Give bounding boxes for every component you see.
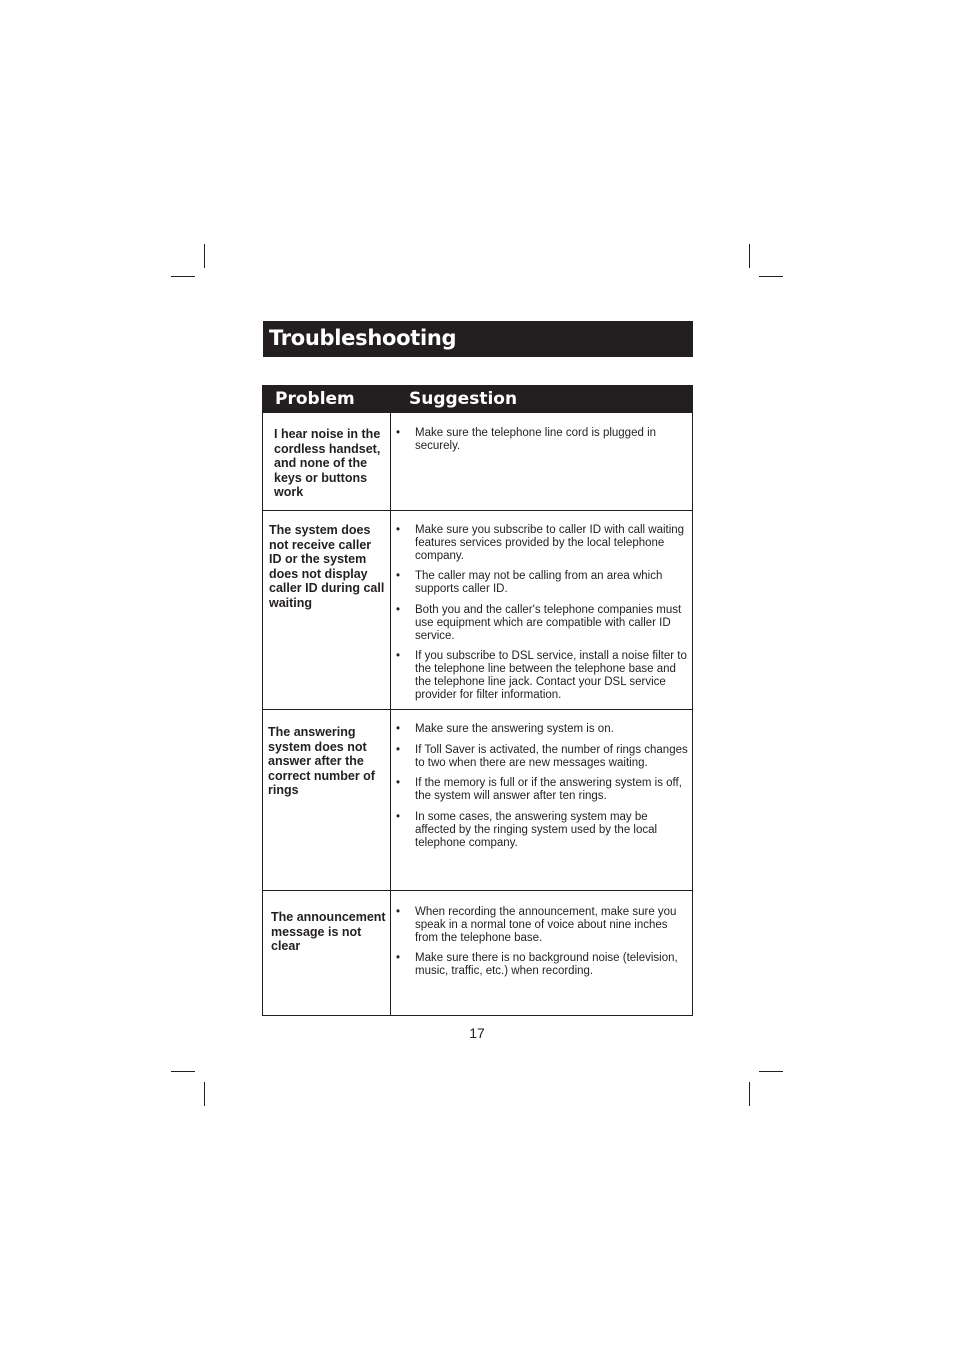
list-item: • Make sure the telephone line cord is plugged in securely. (396, 427, 657, 452)
crop-mark-top-left-vertical (204, 244, 205, 268)
crop-mark-top-right-horizontal (759, 276, 783, 277)
page-number: 17 (469, 1025, 485, 1041)
list-item: • The caller may not be calling from an area which supports caller ID. (396, 570, 663, 596)
row-divider (263, 890, 692, 891)
problem-cell: The answering system does not answer after the correct number of rings (268, 725, 375, 798)
page-title: Troubleshooting (269, 326, 457, 350)
bullet-icon: • (396, 650, 401, 663)
problem-cell: The announcement message is not clear (271, 910, 386, 954)
list-item: • In some cases, the answering system may be affected by the ringing system used by the local telephone company. (396, 810, 658, 849)
bullet-icon: • (396, 743, 401, 756)
list-item: • When recording the announcement, make sure you speak in a normal tone of voice about nine inches from the telephone base. (396, 906, 677, 944)
bullet-icon: • (396, 906, 401, 918)
list-item: • Make sure you subscribe to caller ID with call waiting features services provided by the local telephone company. (396, 524, 685, 562)
problem-cell: I hear noise in the cordless handset, and none of the keys or buttons work (274, 427, 381, 500)
bullet-icon: • (396, 427, 401, 439)
row-divider (263, 510, 692, 511)
bullet-icon: • (396, 810, 401, 823)
list-item: • If Toll Saver is activated, the number of rings changes to two when there are new messages waiting. (396, 743, 688, 769)
crop-mark-bottom-left-vertical (204, 1082, 205, 1106)
header-problem: Problem (275, 389, 355, 409)
suggestion-cell (396, 906, 690, 986)
crop-mark-top-right-vertical (749, 244, 750, 268)
bullet-icon: • (396, 570, 401, 583)
bullet-icon: • (396, 777, 401, 790)
bullet-icon: • (396, 603, 401, 616)
problem-cell: The system does not receive caller ID or the system does not display caller ID during call waiting (269, 523, 385, 610)
bullet-icon: • (396, 524, 401, 536)
table-header (263, 386, 692, 413)
suggestion-cell (396, 723, 690, 857)
crop-mark-bottom-right-horizontal (759, 1071, 783, 1072)
crop-mark-top-left-horizontal (171, 276, 195, 277)
list-item: • If you subscribe to DSL service, install a noise filter to the telephone line between the telephone base and the telephone line jack. Contact your DSL service provider for filter information. (396, 650, 687, 701)
list-item: • If the memory is full or if the answering system is off, the system will answer after ten rings. (396, 777, 682, 803)
crop-mark-bottom-right-vertical (749, 1082, 750, 1106)
bullet-icon: • (396, 952, 401, 965)
section-title-bar (263, 321, 693, 357)
list-item: • Make sure there is no background noise (television, music, traffic, etc.) when recording. (396, 952, 678, 978)
list-item: • Both you and the caller's telephone companies must use equipment which are compatible with caller ID service. (396, 603, 682, 642)
list-item: • Make sure the answering system is on. (396, 723, 614, 735)
column-divider (390, 413, 391, 1015)
suggestion-cell (396, 524, 690, 710)
header-suggestion: Suggestion (409, 389, 518, 409)
suggestion-cell (396, 427, 690, 461)
bullet-icon: • (396, 723, 401, 735)
troubleshooting-table (262, 385, 693, 1016)
crop-mark-bottom-left-horizontal (171, 1071, 195, 1072)
